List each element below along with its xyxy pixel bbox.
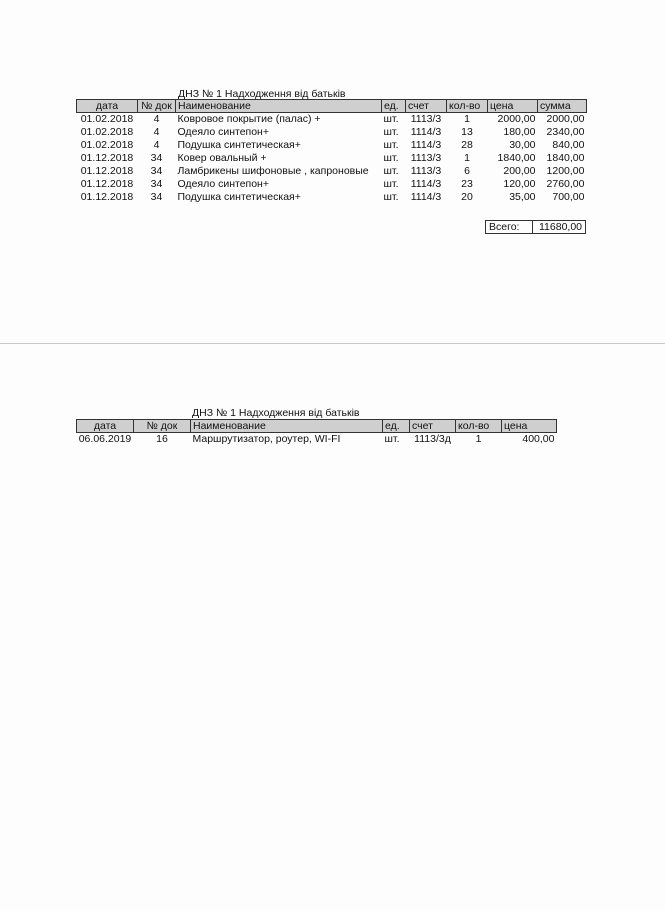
cell-sum: 840,00: [552, 139, 585, 151]
sheet2-header-row: [77, 420, 557, 433]
cell-sum: 2760,00: [546, 178, 585, 190]
sheet1-total-box: [485, 220, 586, 234]
cell-unit: шт.: [383, 178, 399, 190]
cell-quantity: 1: [464, 152, 470, 164]
cell-name: Маршрутизатор, роутер, WI-FI: [192, 433, 341, 445]
cell-unit: шт.: [383, 191, 399, 203]
cell-account: 1113/3: [410, 165, 442, 177]
cell-doc-number: 34: [150, 165, 163, 177]
cell-name: Ковровое покрытие (палас) +: [177, 113, 321, 125]
cell-name: Подушка синтетическая+: [177, 139, 301, 151]
cell-quantity: 1: [464, 113, 470, 125]
cell-account: 1113/3д: [414, 433, 451, 445]
col-header-date: дата: [77, 100, 138, 113]
cell-unit: шт.: [384, 433, 400, 445]
col-header-name: Наименование: [191, 420, 383, 433]
cell-date: 01.12.2018: [80, 152, 134, 164]
cell-unit: шт.: [383, 152, 399, 164]
sheet1-title: ДНЗ № 1 Надходження від батьків: [178, 88, 346, 100]
cell-sum: 700,00: [552, 191, 585, 203]
col-header-quantity: кол-во: [447, 100, 488, 113]
cell-date: 01.02.2018: [80, 139, 134, 151]
cell-sum: 2340,00: [546, 126, 585, 138]
sheet2-title: ДНЗ № 1 Надходження від батьків: [192, 407, 360, 419]
col-header-price: цена: [502, 420, 557, 433]
cell-sum: 1840,00: [546, 152, 585, 164]
cell-price: 180,00: [503, 126, 536, 138]
cell-price: 400,00: [522, 433, 555, 445]
cell-account: 1114/3: [410, 191, 442, 203]
col-header-account: счет: [406, 100, 447, 113]
col-header-price: цена: [488, 100, 538, 113]
col-header-doc-number: № док: [134, 420, 191, 433]
cell-date: 01.12.2018: [80, 191, 134, 203]
table-row: [77, 152, 587, 165]
col-header-doc-number: № док: [138, 100, 176, 113]
cell-sum: 2000,00: [546, 113, 585, 125]
cell-date: 06.06.2019: [78, 433, 132, 445]
cell-name: Ламбрикены шифоновые , капроновые: [177, 165, 369, 177]
total-value: 11680,00: [533, 220, 586, 234]
cell-date: 01.02.2018: [80, 126, 134, 138]
cell-quantity: 28: [461, 139, 473, 151]
table-row: [77, 191, 587, 204]
col-header-unit: ед.: [382, 100, 406, 113]
cell-unit: шт.: [383, 165, 399, 177]
cell-quantity: 23: [461, 178, 473, 190]
cell-name: Ковер овальный +: [177, 152, 267, 164]
cell-doc-number: 34: [150, 191, 163, 203]
cell-name: Одеяло синтепон+: [177, 126, 269, 138]
cell-price: 200,00: [503, 165, 536, 177]
cell-date: 01.12.2018: [80, 178, 134, 190]
cell-quantity: 13: [461, 126, 473, 138]
cell-account: 1114/3: [410, 139, 442, 151]
table-row: [77, 433, 557, 447]
cell-account: 1113/3: [410, 113, 442, 125]
table-row: [77, 126, 587, 139]
col-header-account: счет: [410, 420, 456, 433]
cell-unit: шт.: [383, 139, 399, 151]
sheet1-table: [76, 99, 587, 204]
cell-sum: 1200,00: [546, 165, 585, 177]
cell-price: 35,00: [509, 191, 536, 203]
cell-doc-number: 34: [150, 178, 163, 190]
page-separator-line: [0, 343, 665, 344]
table-row: [77, 165, 587, 178]
cell-unit: шт.: [383, 126, 399, 138]
cell-doc-number: 4: [153, 126, 160, 138]
cell-account: 1114/3: [410, 126, 442, 138]
cell-price: 1840,00: [497, 152, 536, 164]
total-label: Всего:: [485, 220, 533, 234]
col-header-unit: ед.: [383, 420, 410, 433]
cell-price: 30,00: [509, 139, 536, 151]
sheet2-table: [76, 419, 557, 446]
cell-date: 01.12.2018: [80, 165, 134, 177]
cell-price: 2000,00: [497, 113, 536, 125]
cell-quantity: 20: [461, 191, 473, 203]
cell-unit: шт.: [383, 113, 399, 125]
cell-name: Подушка синтетическая+: [177, 191, 301, 203]
cell-doc-number: 4: [153, 113, 160, 125]
cell-price: 120,00: [503, 178, 536, 190]
cell-account: 1114/3: [410, 178, 442, 190]
cell-account: 1113/3: [410, 152, 442, 164]
table-row: [77, 139, 587, 152]
cell-quantity: 1: [475, 433, 482, 445]
cell-doc-number: 4: [153, 139, 160, 151]
cell-doc-number: 34: [150, 152, 163, 164]
cell-name: Одеяло синтепон+: [177, 178, 269, 190]
sheet1-header-row: [77, 100, 587, 113]
cell-date: 01.02.2018: [80, 113, 134, 125]
col-header-quantity: кол-во: [456, 420, 502, 433]
table-row: [77, 178, 587, 191]
col-header-sum: сумма: [538, 100, 587, 113]
table-row: [77, 113, 587, 127]
cell-quantity: 6: [464, 165, 470, 177]
cell-doc-number: 16: [156, 433, 168, 445]
col-header-date: дата: [77, 420, 134, 433]
col-header-name: Наименование: [176, 100, 382, 113]
